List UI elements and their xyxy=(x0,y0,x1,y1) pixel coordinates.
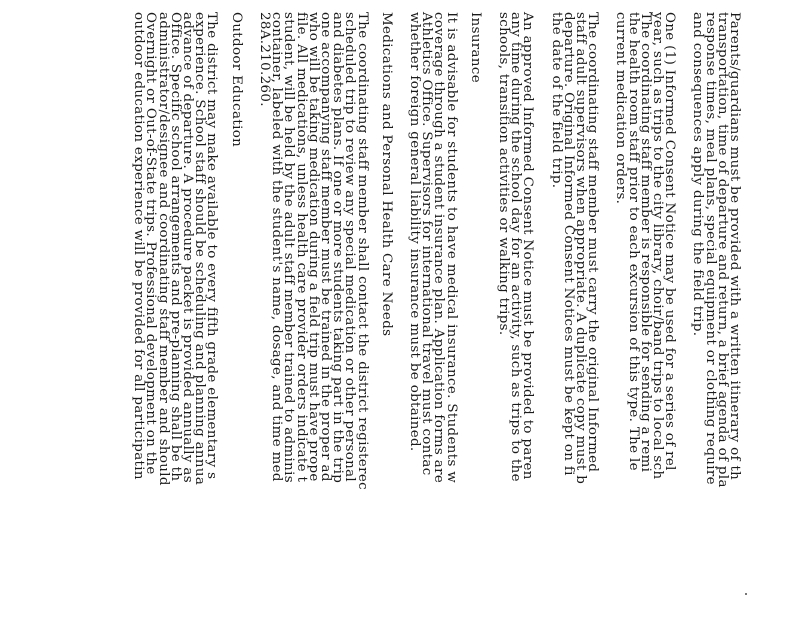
text-line: The coordinating staff member is responsible for sending a remi xyxy=(637,12,653,473)
text-line: current medication orders. xyxy=(613,12,629,205)
paragraph-original-consent xyxy=(548,12,601,618)
text-line: Parents/guardians must be provided with a written itinerary of th xyxy=(727,12,742,481)
text-line: experience. School staff should be scheduling and planning annua xyxy=(192,12,208,486)
text-line: advance of departure. A procedure packet is provided annually as xyxy=(180,12,196,483)
text-line: staff adult supervisors when appropriate. A duplicate copy must b xyxy=(572,12,588,485)
text-line: whether foreign general liability insurance must be obtained. xyxy=(406,12,422,452)
text-line: who will be taking medication during a field trip must have prope xyxy=(305,12,321,482)
text-line: container, labeled with the student's name, dosage, and time med xyxy=(269,12,285,482)
text-line: one accompanying staff member must be trained in the proper ad xyxy=(317,12,333,482)
text-line: administrator/designee and coordinating staff member and should xyxy=(155,12,171,486)
text-line: year, such as trips to the city library, choir/band trips to local sch xyxy=(649,12,665,480)
text-line: The coordinating staff member must carry the original Informed xyxy=(585,12,601,473)
text-line: the health room staff prior to each excursion of this type. The le xyxy=(625,12,641,471)
text-line: schools, transition activities or walking trips. xyxy=(495,12,511,336)
paragraph-outdoor-education xyxy=(131,12,220,618)
text-line: and consequences apply during the field trip. xyxy=(690,12,706,337)
text-line: Office. Specific school arrangements and pre-planning shall be th xyxy=(167,12,183,482)
paragraph-approved-consent xyxy=(497,12,534,618)
document-body xyxy=(116,12,740,618)
text-line: departure. Original Informed Consent Notices must be kept on fi xyxy=(560,12,576,476)
text-line: The coordinating staff member shall contact the district registerec xyxy=(354,12,370,490)
text-line: student, will be held by the adult staff member trained to adminis xyxy=(281,12,297,483)
text-line: any time during the school day for an activity, such as trips to the xyxy=(508,12,524,482)
paragraph-insurance xyxy=(408,12,457,618)
text-line: Overnight or Out-of-State trips. Professional development on the xyxy=(143,12,159,475)
text-line: outdoor education experience will be provided for all participatin xyxy=(131,12,147,480)
text-line: The district may make available to every fifth grade elementary s xyxy=(204,12,220,480)
paragraph-medications xyxy=(258,12,368,618)
scan-speck xyxy=(745,593,747,595)
heading-medications: Medications and Personal Health Care Needs xyxy=(378,12,394,337)
text-line: file. All medications, unless health care provider orders indicate t xyxy=(293,12,309,483)
heading-insurance: Insurance xyxy=(467,12,483,83)
paragraph-series-consent xyxy=(613,12,678,618)
heading-outdoor-education: Outdoor Education xyxy=(228,12,244,148)
text-line: One (1) Informed Consent Notice may be used for a series of rel xyxy=(662,12,678,471)
text-line: 28A.210.260. xyxy=(256,12,272,107)
text-line: response times, meal plans, special equipment or clothing require xyxy=(702,12,718,485)
text-line: the date of the field trip. xyxy=(548,12,564,189)
text-line: An approved Informed Consent Notice must be provided to paren xyxy=(520,12,536,480)
text-line: scheduled trip to review any special medication or other personal xyxy=(342,12,358,483)
text-line: It is advisable for students to have medical insurance. Students w xyxy=(443,12,459,484)
paragraph-itinerary xyxy=(691,12,740,618)
text-line: coverage through a student insurance plan. Application forms are xyxy=(431,12,447,484)
text-line: Athletics Office. Supervisors for international travel must contac xyxy=(419,12,435,476)
text-line: and diabetes plans. If one or more students taking part in the trip xyxy=(330,12,346,484)
text-line: transportation, time of departure and return, a brief agenda of pla xyxy=(714,12,730,488)
